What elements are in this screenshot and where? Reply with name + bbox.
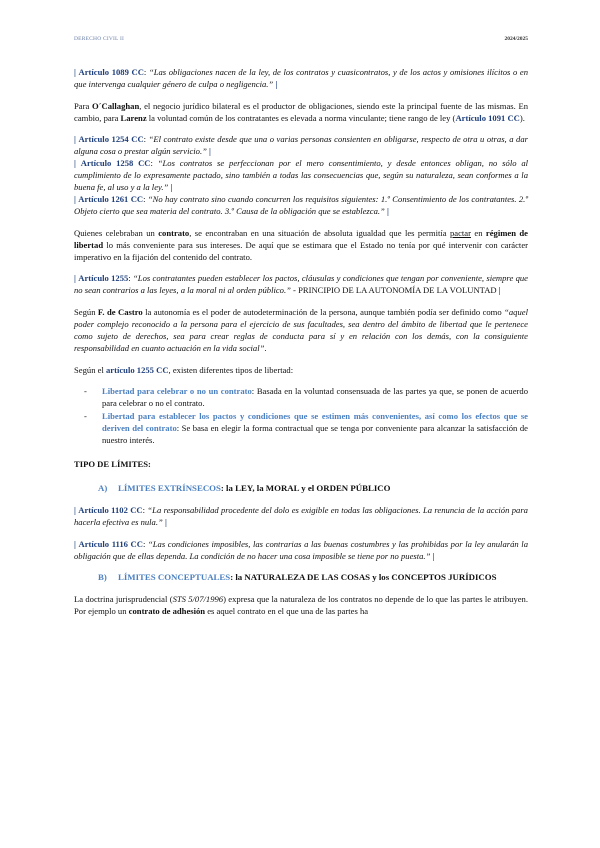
running-header-subject: DERECHO CIVIL II (74, 36, 125, 42)
paragraph-de-castro: Según F. de Castro la autonomía es el poder de autodeterminación de la persona, aunque también podía ser definido como “aquel poder complejo reconocido a la persona para el ejercicio de sus facultades, sea dentro del ámbito de libertad que le pertenece como sujeto de derechos, sea para crear reglas de conducta para sí y en relación con los demás, con la consiguiente responsabilidad en cuanto actuación en la vida social”. (74, 306, 528, 353)
subsection-a: A) LÍMITES EXTRÍNSECOS: la LEY, la MORAL y el ORDEN PÚBLICO (98, 483, 391, 494)
article-reference: artículo 1255 CC (105, 364, 169, 375)
article-reference: Artículo 1102 CC (78, 505, 143, 516)
list-item: - Libertad para establecer los pactos y condiciones que se estimen más convenientes, así como los efectos que se deriven del contrato: Se basa en elegir la forma contractual que se tenga por conveniente para alcanzar la satisfacción de nuestro interés. (102, 410, 528, 446)
list-item: - Libertad para celebrar o no un contrato: Basada en la voluntad consensuada de las partes ya que, se ponen de acuerdo para celebrar o no el contrato. (102, 385, 528, 409)
list-item-label: Libertad para celebrar o no un contrato (102, 386, 252, 397)
author-name: O´Callaghan (91, 100, 140, 111)
paragraph-art-1089: | Artículo 1089 CC: “Las obligaciones nacen de la ley, de los contratos y cuasicontratos, y de los actos y omisiones ilícitos o en que intervenga cualquier género de culpa o negligencia.” | (74, 67, 529, 89)
article-quote: “Los contratantes pueden establecer los pactos, cláusulas y condiciones que tengan por conveniente, siempre que no sean contrarios a las leyes, a la moral ni al orden público.” (74, 273, 528, 296)
article-reference: Artículo 1255 (78, 273, 129, 284)
article-reference: Artículo 1254 CC (78, 134, 144, 145)
paragraph-art-1255: | Artículo 1255: “Los contratantes pueden establecer los pactos, cláusulas y condiciones que tengan por conveniente, siempre que no sean contrarios a las leyes, a la moral ni al orden público.” - PRINCIPIO DE LA AUTONOMÍA DE LA VOLUNTAD | (74, 273, 528, 296)
paragraph-art-1102: | Artículo 1102 CC: “La responsabilidad procedente del dolo es exigible en todas las obligaciones. La renuncia de la acción para hacerla efectiva es nula.” | (74, 505, 528, 528)
list-item-label: Libertad para establecer los pactos y condiciones que se estimen más convenientes, así como los efectos que se deriven del contrato (102, 411, 528, 434)
section-heading: TIPO DE LÍMITES: (74, 459, 151, 470)
paragraph-art-1254-1258-1261: | Artículo 1254 CC: “El contrato existe desde que una o varias personas consienten en obligarse, respecto de otra u otras, a dar alguna cosa o prestar algún servicio.” | | Artículo 1258 CC: “Los contratos se perfeccionan por el mero consentimiento, y desde entonces obligan, no sólo al cumplimiento de lo expresamente pactado, sino también a todas las consecuencias que, según su naturaleza, sean conformes a la buena fe, al uso y a la ley.” | | Artículo 1261 CC: “No hay contrato sino cuando concurren los requisitos siguientes: 1.º Consentimiento de los contratantes. 2.º Objeto cierto que sea materia del contrato. 3.º Causa de la obligación que se establezca.” | (74, 134, 529, 217)
paragraph-negocio-juridico: Para O´Callaghan, el negocio jurídico bilateral es el productor de obligaciones, siendo este la principal fuente de las mismas. En cambio, para Larenz la voluntad común de los contratantes es elevada a norma vinculante; tiene rango de ley (Artículo 1091 CC). (74, 100, 528, 123)
article-reference: Artículo 1116 CC (78, 538, 143, 549)
author-name: Larenz (120, 112, 147, 123)
article-quote: “El contrato existe desde que una o varias personas consienten en obligarse, respecto de otra u otras, a dar alguna cosa o prestar algún servicio.” (74, 134, 528, 157)
pipe-mark: | (74, 67, 76, 77)
paragraph-doctrina: La doctrina jurisprudencial (STS 5/07/1996) expresa que la naturaleza de los contratos no depende de lo que las partes le atribuyen. Por ejemplo un contrato de adhesión es aquel contrato en el que una de las partes ha (74, 594, 529, 617)
document-body (74, 66, 528, 627)
article-quote: “Las obligaciones nacen de la ley, de los contratos y cuasicontratos, y de los actos y omisiones ilícitos o en que intervenga cualquier género de culpa o negligencia.” (74, 67, 529, 89)
case-reference: STS 5/07/1996 (172, 594, 224, 605)
author-name: F. de Castro (97, 306, 143, 317)
article-reference: Artículo 1261 CC (78, 194, 144, 205)
running-header-year: 2024/2025 (504, 36, 528, 42)
article-reference: Artículo 1258 CC (80, 158, 151, 169)
article-reference: Artículo 1091 CC (455, 112, 520, 123)
article-quote: “Los contratos se perfeccionan por el mero consentimiento, y desde entonces obligan, no sólo al cumplimiento de lo expresamente pactado, sino también a todas las consecuencias que, según su naturaleza, sean conformes a la buena fe, al uso y a la ley.” (74, 158, 529, 193)
pipe-mark: | (275, 79, 278, 89)
article-quote: “La responsabilidad procedente del dolo es exigible en todas las obligaciones. La renuncia de la acción para hacerla efectiva es nula.” (74, 505, 528, 528)
article-quote: “Las condiciones imposibles, las contrarias a las buenas costumbres y las prohibidas por la ley anularán la obligación que de ellas dependa. La condición de no hacer una cosa imposible se tiene por no puesta.” (74, 538, 528, 561)
paragraph-tipos-libertad: Según el artículo 1255 CC, existen diferentes tipos de libertad: (74, 364, 294, 375)
article-quote: “No hay contrato sino cuando concurren los requisitos siguientes: 1.º Consentimiento de los contratantes. 2.º Objeto cierto que sea materia del contrato. 3.º Causa de la obligación que se establezca.” (74, 194, 528, 217)
quote: “aquel poder complejo reconocido a la persona para el ejercicio de sus facultades, sea dentro del ámbito de libertad que le pertenece como sujeto de derechos, sea para crear reglas de conducta para sí y en relación con los demás, con la consiguiente responsabilidad en cuanto actuación en la vida social” (74, 306, 528, 353)
article-reference: Artículo 1089 CC (78, 67, 144, 77)
liberty-types-list (74, 385, 528, 446)
paragraph-contrato-libertad: Quienes celebraban un contrato, se encontraban en una situación de absoluta igualdad que les permitía pactar en régimen de libertad lo más conveniente para sus intereses. De aquí que se estimara que el Estado no tenía por qué intervenir con carácter imperativo en la fijación del contenido del contrato. (74, 227, 528, 262)
paragraph-art-1116: | Artículo 1116 CC: “Las condiciones imposibles, las contrarias a las buenas costumbres y las prohibidas por la ley anularán la obligación que de ellas dependa. La condición de no hacer una cosa imposible se tiene por no puesta.” | (74, 538, 528, 561)
subsection-b: B) LÍMITES CONCEPTUALES: la NATURALEZA DE LAS COSAS y los CONCEPTOS JURÍDICOS (98, 572, 497, 583)
